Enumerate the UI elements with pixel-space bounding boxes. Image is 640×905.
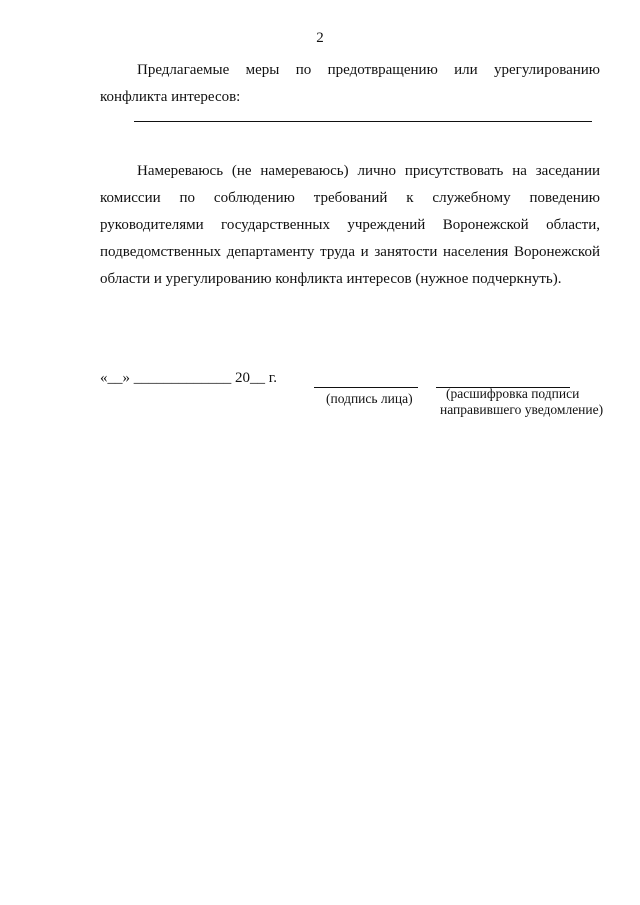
date-field: «__» _____________ 20__ г.: [100, 370, 277, 386]
decoding-caption-line-2: направившего уведомление): [440, 402, 604, 417]
page-number: 2: [316, 30, 324, 46]
measures-paragraph: [100, 57, 600, 111]
decoding-caption-line-1: (расшифровка подписи: [446, 386, 580, 401]
measures-fill-line: [134, 121, 592, 122]
attendance-line-5: области и урегулированию конфликта интересов (нужное подчеркнуть).: [100, 271, 562, 287]
measures-line-1: Предлагаемые меры по предотвращению или урегулированию: [137, 62, 600, 78]
measures-line-2: конфликта интересов:: [100, 89, 241, 105]
attendance-line-4: подведомственных департаменту труда и занятости населения Воронежской: [100, 244, 600, 260]
signature-caption: (подпись лица): [326, 391, 413, 406]
signature-line: [314, 387, 418, 388]
attendance-line-2: комиссии по соблюдению требований к служебному поведению: [100, 190, 600, 206]
attendance-line-1: Намереваюсь (не намереваюсь) лично присутствовать на заседании: [137, 163, 600, 179]
attendance-paragraph: [100, 158, 600, 293]
signature-block: [100, 370, 604, 430]
attendance-line-3: руководителями государственных учреждений Воронежской области,: [100, 217, 600, 233]
